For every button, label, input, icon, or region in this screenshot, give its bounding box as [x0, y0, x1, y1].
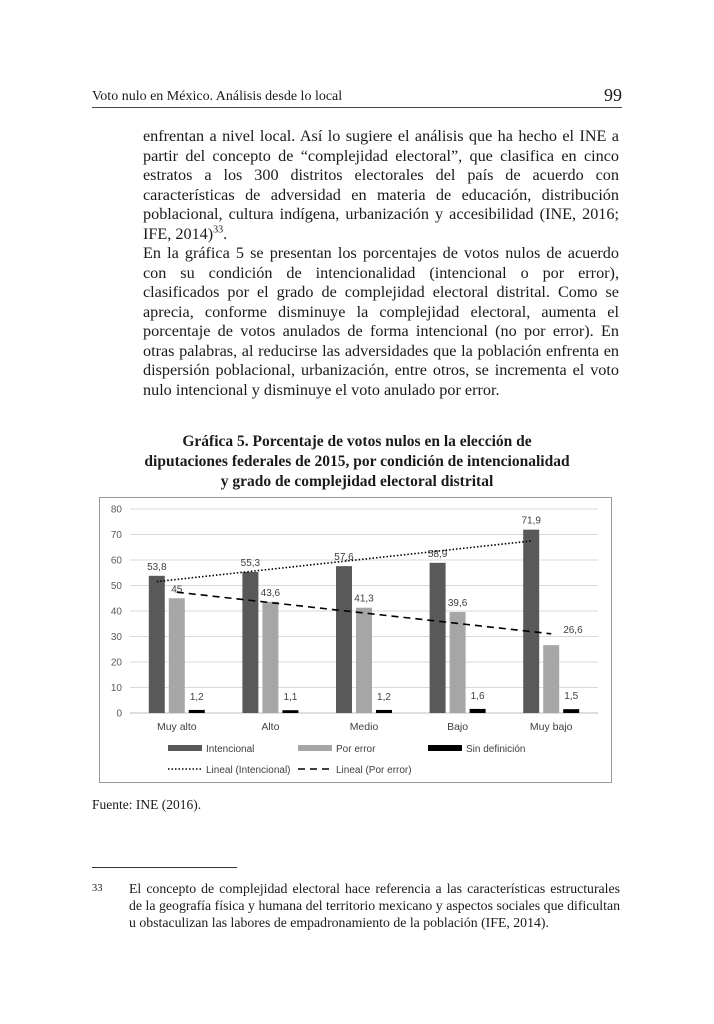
data-label: 53,8	[147, 561, 167, 573]
paragraph-2: En la gráfica 5 se presentan los porcentajes de votos nulos de acuerdo con su condición de intencionalidad (intencional o por error), clasificados por el grado de complejidad electoral distrital. Como se aprecia, conforme disminuye la complejidad electoral, aumenta el porcentaje de votos anulados de forma intencional (no por error). En otras palabras, al reducirse las adversidades que la población enfrenta en dispersión poblacional, urbanización, entre otros, se incrementa el voto nulo intencional y disminuye el voto anulado por error.	[143, 244, 619, 399]
data-label: 39,6	[447, 598, 468, 610]
x-tick-label: Muy alto	[156, 721, 197, 733]
data-label: 26,6	[563, 625, 583, 637]
bar-intencional	[523, 530, 539, 713]
data-label: 1,1	[283, 692, 298, 704]
body-text	[143, 127, 619, 400]
y-tick-label: 20	[110, 657, 122, 669]
legend-swatch	[298, 745, 332, 751]
legend-label: Lineal (Por error)	[336, 765, 412, 776]
legend-swatch	[428, 745, 462, 751]
paragraph-1: enfrentan a nivel local. Así lo sugiere el análisis que ha hecho el INE a partir del concepto de “complejidad electoral”, que clasifica en cinco estratos a los 300 distritos electorales del país de acuerdo con características de adversidad en materia de educación, distribución poblacional, cultura indígena, urbanización y accesibilidad (INE, 2016; IFE, 2014)$^{33}$.	[143, 127, 619, 243]
figure-source: Fuente: INE (2016).	[92, 797, 202, 812]
bar-por-error	[543, 645, 559, 713]
x-tick-label: Medio	[349, 721, 379, 733]
data-label: 1,2	[377, 691, 391, 703]
chart-svg	[100, 498, 613, 784]
paragraph-1-text: enfrentan a nivel local. Así lo sugiere el análisis que ha hecho el INE a partir del concepto de “complejidad electoral”, que clasifica en cinco estratos a los 300 distritos electorales del país de acuerdo con características de adversidad en materia de educación, distribución poblacional, cultura indígena, urbanización y accesibilidad (INE, 2016; IFE, 2014)	[143, 127, 619, 243]
legend-swatch	[168, 745, 202, 751]
bar-por-error	[450, 612, 466, 713]
y-tick-label: 60	[110, 555, 122, 567]
page-number: 99	[604, 85, 622, 105]
bar-sin-definición	[563, 709, 579, 713]
data-label: 1,2	[189, 691, 204, 703]
bar-por-error	[169, 598, 185, 713]
running-head-title: Voto nulo en México. Análisis desde lo local	[92, 89, 343, 104]
bar-sin-definición	[470, 709, 486, 713]
bar-intencional	[242, 572, 258, 713]
bar-sin-definición	[282, 710, 298, 713]
y-tick-label: 10	[110, 683, 122, 694]
legend-label: Sin definición	[466, 744, 526, 755]
running-head	[92, 85, 622, 108]
data-label: 71,9	[521, 515, 541, 527]
data-label: 1,6	[470, 690, 485, 702]
legend-label: Lineal (Intencional)	[206, 765, 291, 776]
figure-title-line-2: diputaciones federales de 2015, por condición de intencionalidad	[144, 453, 570, 470]
x-tick-label: Bajo	[447, 721, 469, 733]
y-tick-label: 40	[110, 606, 122, 618]
chart	[99, 497, 612, 783]
y-tick-label: 50	[110, 581, 122, 592]
x-tick-label: Muy bajo	[529, 721, 573, 733]
bar-por-error	[356, 608, 372, 713]
y-tick-label: 80	[110, 504, 122, 516]
bar-por-error	[262, 602, 278, 713]
bar-intencional	[149, 576, 165, 713]
data-label: 45	[171, 584, 183, 596]
x-tick-label: Alto	[261, 721, 280, 733]
footnote-ref[interactable]: 33	[213, 224, 224, 236]
legend-label: Por error	[336, 744, 376, 755]
footnote-number: 33	[92, 883, 103, 894]
bar-intencional	[430, 563, 446, 713]
data-label: 41,3	[354, 593, 374, 605]
data-label: 43,6	[260, 587, 281, 599]
y-tick-label: 70	[110, 530, 122, 541]
data-label: 1,5	[564, 691, 579, 703]
bar-intencional	[336, 566, 352, 713]
figure-title	[120, 432, 594, 492]
figure-title-line-1: Gráfica 5. Porcentaje de votos nulos en la elección de	[182, 433, 532, 450]
y-tick-label: 0	[116, 708, 122, 720]
y-tick-label: 30	[110, 632, 122, 643]
footnote-rule	[92, 867, 237, 868]
bar-sin-definición	[189, 710, 205, 713]
data-label: 55,3	[240, 557, 261, 569]
legend-label: Intencional	[206, 744, 255, 755]
data-label: 58,9	[427, 548, 448, 560]
footnote-text: El concepto de complejidad electoral hace referencia a las características estructurales de la geografía física y humana del territorio mexicano y aspectos sociales que dificultan u obstaculizan las labores de empadronamiento de la población (IFE, 2014).	[129, 881, 620, 930]
data-label: 57,6	[334, 552, 354, 564]
bar-sin-definición	[376, 710, 392, 713]
figure-title-line-3: y grado de complejidad electoral distrital	[220, 473, 494, 490]
